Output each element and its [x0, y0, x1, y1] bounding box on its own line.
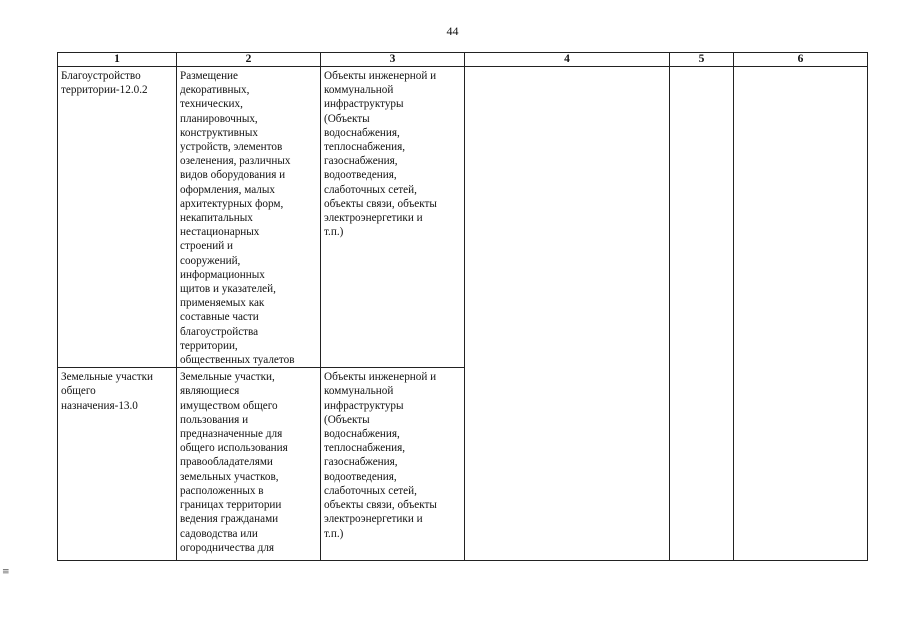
column-header-2: 2 — [177, 53, 321, 67]
allowed-objects-cell: Объекты инженерной и коммунальной инфраструктуры (Объекты водоснабжения, теплоснабжения, газоснабжения, водоотведения, слаботочных сетей, объекты связи, объекты электроэнергетики и т.п.) — [321, 67, 465, 368]
column-header-3: 3 — [321, 53, 465, 67]
zoning-table — [57, 52, 868, 561]
page-number: 44 — [446, 24, 459, 38]
land-use-description-cell: Земельные участки, являющиеся имуществом общего пользования и предназначенные для общего использования правообладателями земельных участков, расположенных в границах территории ведения гражданами садоводства или огородничества для — [177, 368, 321, 561]
empty-cell-col5 — [670, 67, 734, 561]
land-use-type-cell: Земельные участки общего назначения-13.0 — [58, 368, 177, 561]
empty-cell-col6 — [734, 67, 868, 561]
column-header-1: 1 — [58, 53, 177, 67]
margin-mark: ≡ — [2, 567, 10, 577]
column-header-4: 4 — [465, 53, 670, 67]
land-use-description-cell: Размещение декоративных, технических, планировочных, конструктивных устройств, элементов озеленения, различных видов оборудования и оформления, малых архитектурных форм, некапитальных нестационарных строений и сооружений, информационных щитов и указателей, применяемых как составные части благоустройства территории, общественных туалетов — [177, 67, 321, 368]
column-header-5: 5 — [670, 53, 734, 67]
empty-cell-col4 — [465, 67, 670, 561]
column-header-6: 6 — [734, 53, 868, 67]
allowed-objects-cell: Объекты инженерной и коммунальной инфраструктуры (Объекты водоснабжения, теплоснабжения, газоснабжения, водоотведения, слаботочных сетей, объекты связи, объекты электроэнергетики и т.п.) — [321, 368, 465, 561]
table-header-row — [58, 53, 868, 67]
land-use-type-cell: Благоустройство территории-12.0.2 — [58, 67, 177, 368]
table-row — [58, 67, 868, 368]
